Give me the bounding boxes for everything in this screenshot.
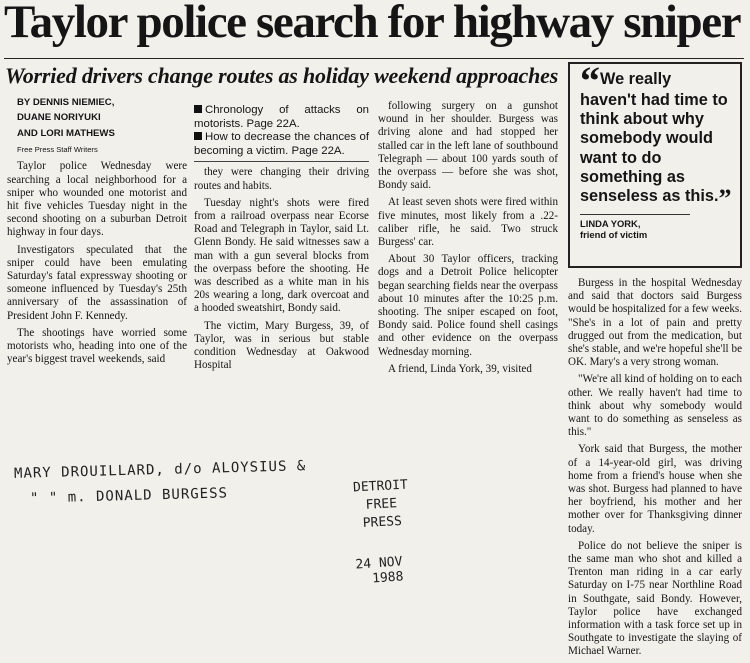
quote-attribution-role: friend of victim xyxy=(580,229,648,241)
pull-quote: “We really haven't had time to think about why somebody would want to do something as senseless as this.” xyxy=(580,58,732,214)
pull-quote-box xyxy=(568,58,742,268)
reference-item: How to decrease the chances of becoming a victim. Page 22A. xyxy=(194,131,369,157)
handwritten-date: 24 NOV 1988 xyxy=(355,554,404,587)
headline: Taylor police search for highway sniper xyxy=(4,0,741,48)
paragraph: "We're all kind of holding on to each other. We really haven't had time to think about why somebody would want to do something as senseless as this." xyxy=(568,373,742,439)
square-bullet-icon xyxy=(194,105,202,113)
open-quote-icon: “ xyxy=(580,58,600,103)
paragraph: following surgery on a gunshot wound in her shoulder. Burgess was driving alone and had stopped her stalled car in the left lane of southbound Telegraph — about 100 yards south of the overpass — before she was shot, Bondy said. xyxy=(378,100,558,192)
byline-note: Free Press Staff Writers xyxy=(17,145,98,155)
byline-line-2: DUANE NORIYUKI xyxy=(17,112,101,124)
column-4 xyxy=(568,277,742,663)
handwritten-note-line-2: " " m. DONALD BURGESS xyxy=(29,485,229,507)
quote-attribution-name: LINDA YORK, xyxy=(580,218,641,230)
byline-line-3: AND LORI MATHEWS xyxy=(17,127,115,139)
paragraph: Taylor police Wednesday were searching a local neighborhood for a sniper who wounded one motorist and hit five vehicles Tuesday night in the second shooting on a suburban Detroit highway in four days. xyxy=(7,160,187,239)
handwritten-note-line-1: MARY DROUILLARD, d/o ALOYSIUS & xyxy=(13,458,307,482)
quote-divider xyxy=(580,214,690,215)
paragraph: Burgess in the hospital Wednesday and said that doctors said Burgess would be hospitalized for a few weeks. "She's in a lot of pain and pretty drugged out from the medication, but she's stable, and we're hopeful she'll be OK. Mary's a very strong woman. xyxy=(568,277,742,369)
paragraph: The victim, Mary Burgess, 39, of Taylor, was in serious but stable condition Wednesday at Oakwood Hospital xyxy=(194,319,369,372)
paragraph: York said that Burgess, the mother of a 14-year-old girl, was driving home from a friend's house when she was shot. Burgess had planned to have her boyfriend, his mother and her mother over for Thanksgiving dinner today. xyxy=(568,443,742,535)
byline-line-1: BY DENNIS NIEMIEC, xyxy=(17,97,115,108)
paragraph: Tuesday night's shots were fired from a railroad overpass near Ecorse Road and Telegraph in Taylor, said Lt. Glenn Bondy. He said witnesses saw a man with a gun several blocks from the overpass before the shooting. He was described as a white man in his 20s wearing a long, dark overcoat and a hooded sweatshirt, Bondy said. xyxy=(194,196,369,315)
headline-rule xyxy=(4,58,744,59)
close-quote-icon: ” xyxy=(718,184,732,214)
paragraph: A friend, Linda York, 39, visited xyxy=(388,362,532,375)
square-bullet-icon xyxy=(194,132,202,140)
reference-box xyxy=(194,104,369,162)
reference-item: Chronology of attacks on motorists. Page 22A. xyxy=(194,104,369,130)
paragraph: they were changing their driving routes and habits. xyxy=(194,166,369,192)
paragraph: Police do not believe the sniper is the same man who shot and killed a Trenton man riding in a car early Saturday on I-75 near Northline Road in Southgate, said Bondy. However, Taylor police have exchanged information with a task force set up in Southgate to investigate the slaying of Michael Warner. xyxy=(568,539,742,658)
column-2 xyxy=(194,104,369,376)
handwritten-source: DETROIT FREE PRESS xyxy=(352,477,409,531)
column-1 xyxy=(7,97,187,370)
paragraph: At least seven shots were fired within five minutes, most likely from a .22-caliber rifle, he said. Two struck Burgess' car. xyxy=(378,196,558,249)
paragraph: The shootings have worried some motorists who, heading into one of the year's biggest travel weekends, said xyxy=(7,326,187,366)
paragraph: Investigators speculated that the sniper could have been emulating Saturday's fatal expressway shooting or someone influenced by Tuesday's 25th anniversary of the assassination of President John F. Kennedy. xyxy=(7,243,187,322)
column-3 xyxy=(378,100,558,380)
subheadline: Worried drivers change routes as holiday weekend approaches xyxy=(5,63,559,88)
paragraph: About 30 Taylor officers, tracking dogs and a Detroit Police helicopter began searching fields near the overpass about 10 minutes after the 10:25 p.m. shooting. The sniper escaped on foot, Bondy said. Police found shell casings and other evidence on the overpass Wednesday morning. xyxy=(378,253,558,358)
